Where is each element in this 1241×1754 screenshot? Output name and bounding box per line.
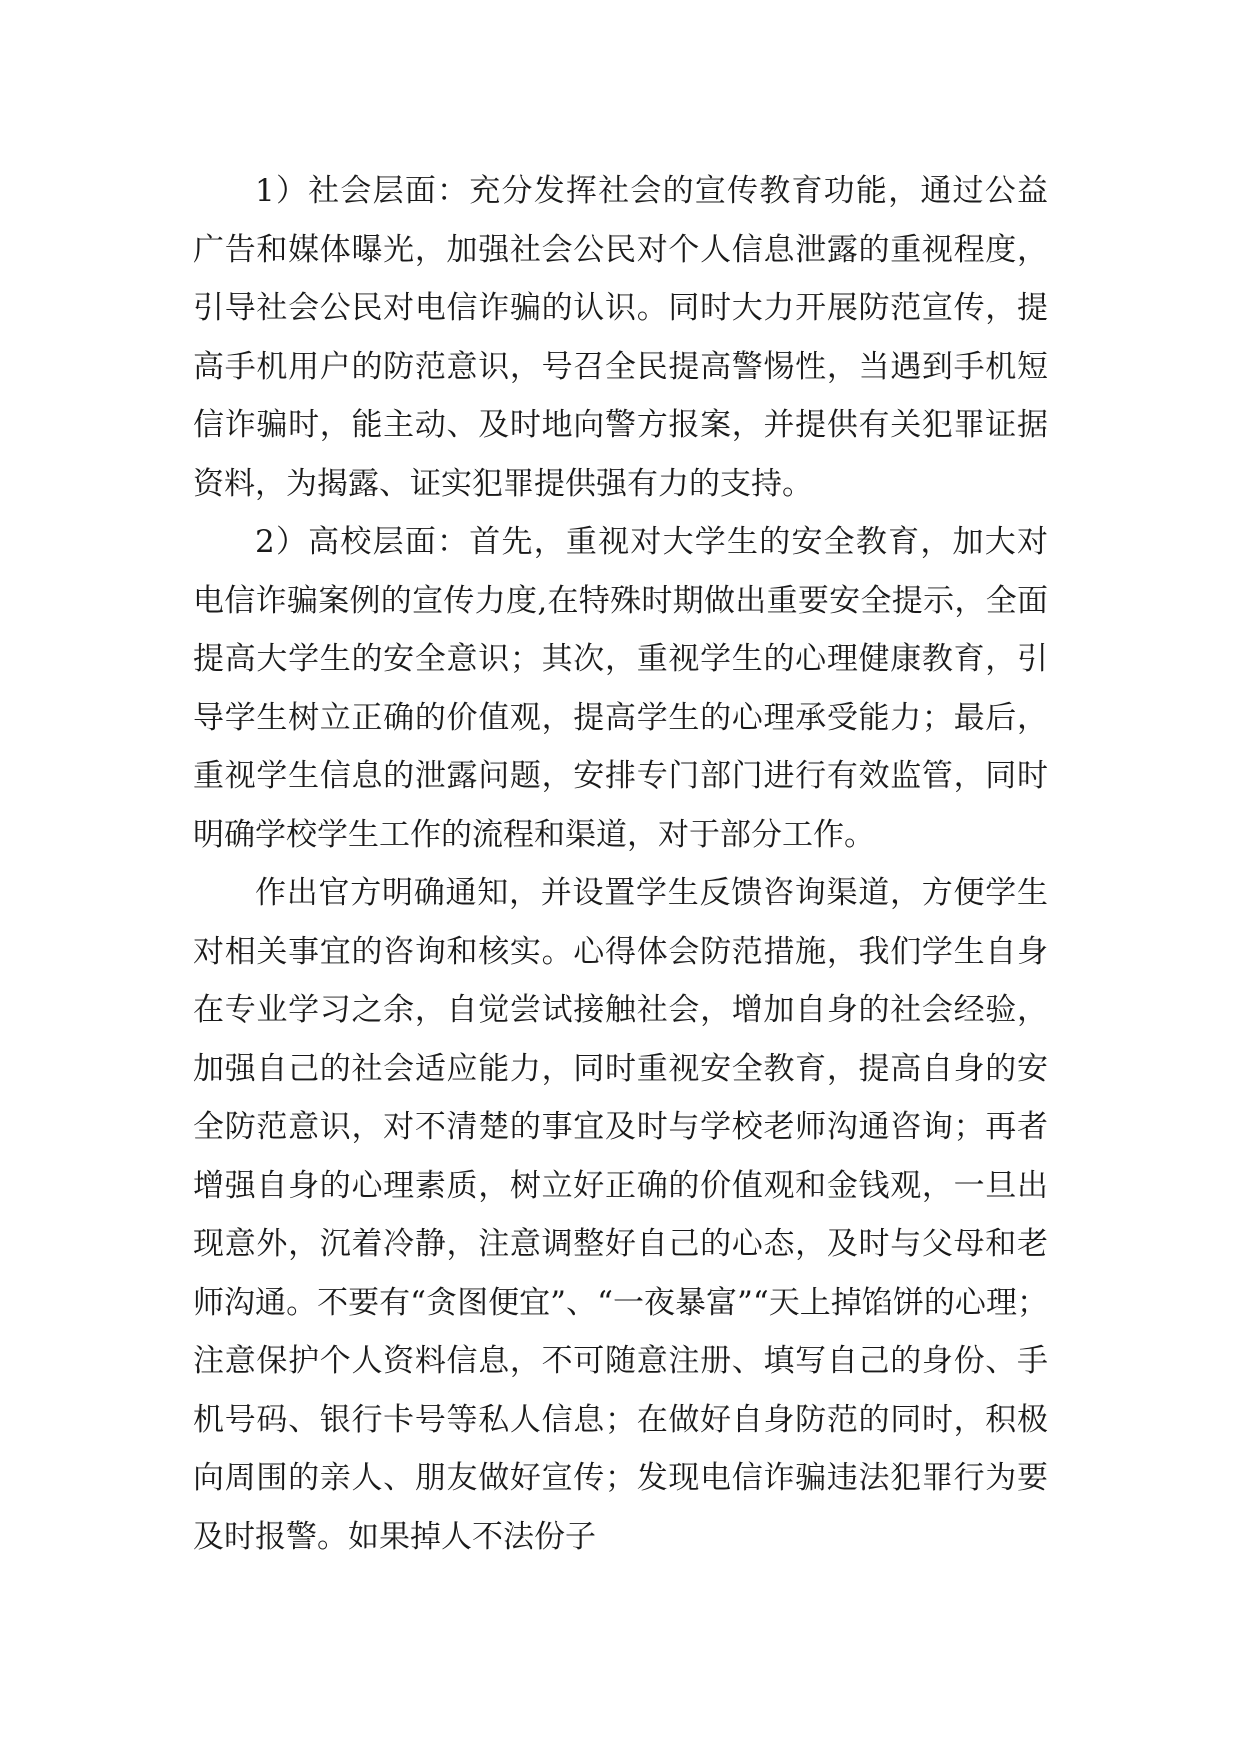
paragraph-social-level: 1）社会层面：充分发挥社会的宣传教育功能，通过公益广告和媒体曝光，加强社会公民对个人信息泄露的重视程度，引导社会公民对电信诈骗的认识。同时大力开展防范宣传，提高手机用户的防范意识，号召全民提高警惕性，当遇到手机短信诈骗时，能主动、及时地向警方报案，并提供有关犯罪证据资料，为揭露、证实犯罪提供强有力的支持。: [193, 173, 1048, 502]
paragraph-personal-measures: 作出官方明确通知，并设置学生反馈咨询渠道，方便学生对相关事宜的咨询和核实。心得体会防范措施，我们学生自身在专业学习之余，自觉尝试接触社会，增加自身的社会经验，加强自己的社会适应能力，同时重视安全教育，提高自身的安全防范意识，对不清楚的事宜及时与学校老师沟通咨询；再者增强自身的心理素质，树立好正确的价值观和金钱观，一旦出现意外，沉着冷静，注意调整好自己的心态，及时与父母和老师沟通。不要有“贪图便宜”、“一夜暴富”“天上掉馅饼的心理；注意保护个人资料信息，不可随意注册、填写自己的身份、手机号码、银行卡号等私人信息；在做好自身防范的同时，积极向周围的亲人、朋友做好宣传；发现电信诈骗违法犯罪行为要及时报警。如果掉人不法份子: [193, 875, 1048, 1555]
document-body: [193, 162, 1048, 1566]
paragraph-university-level: 2）高校层面：首先，重视对大学生的安全教育，加大对电信诈骗案例的宣传力度,在特殊时期做出重要安全提示，全面提高大学生的安全意识；其次，重视学生的心理健康教育，引导学生树立正确的价值观，提高学生的心理承受能力；最后，重视学生信息的泄露问题，安排专门部门进行有效监管，同时明确学校学生工作的流程和渠道，对于部分工作。: [193, 524, 1048, 853]
